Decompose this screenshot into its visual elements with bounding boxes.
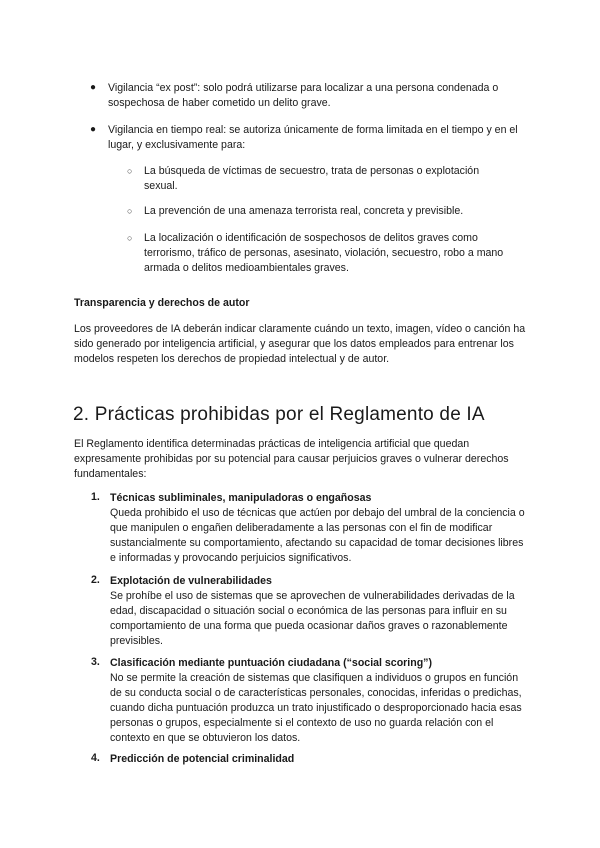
list-number: 4.: [91, 752, 100, 764]
list-item-title: Técnicas subliminales, manipuladoras o engañosas: [110, 492, 372, 504]
transparency-body: Los proveedores de IA deberán indicar claramente cuándo un texto, imagen, vídeo o canción ha sido generado por inteligencia artificial, y asegurar que los datos empleados para entrenar los modelos respeten los derechos de propiedad intelectual y de autor.: [74, 323, 526, 365]
list-item: [110, 752, 530, 767]
hollow-bullet-icon: ○: [127, 233, 133, 243]
sub-bullet-item: La localización o identificación de sospechosos de delitos graves como terrorismo, tráfico de personas, asesinato, violación, secuestro, robo a mano armada o delitos medioambientales graves.: [144, 232, 504, 274]
section-intro: El Reglamento identifica determinadas prácticas de inteligencia artificial que quedan expresamente prohibidas por su potencial para causar perjuicios graves o vulnerar derechos fundamentales:: [74, 438, 509, 480]
list-item-title: Predicción de potencial criminalidad: [110, 753, 295, 765]
list-number: 2.: [91, 574, 100, 586]
bullet-item: Vigilancia “ex post”: solo podrá utilizarse para localizar a una persona condenada o sospechosa de haber cometido un delito grave.: [108, 82, 499, 109]
list-item-body: Queda prohibido el uso de técnicas que actúen por debajo del umbral de la conciencia o que manipulen o engañen deliberadamente a las personas con el fin de modificar sustancialmente su comportamiento, afectando su capacidad de tomar decisiones libres e informadas y provocando perjuicios significativos.: [110, 507, 525, 564]
list-item: [110, 656, 530, 746]
list-item: [110, 491, 530, 566]
sub-bullet-item: La búsqueda de víctimas de secuestro, trata de personas o explotación sexual.: [144, 165, 480, 192]
bullet-dot-icon: ●: [90, 124, 97, 135]
section-title: 2. Prácticas prohibidas por el Reglamento de IA: [73, 404, 485, 425]
list-item-title: Clasificación mediante puntuación ciudadana (“social scoring”): [110, 657, 432, 669]
list-item-title: Explotación de vulnerabilidades: [110, 575, 272, 587]
list-item-body: No se permite la creación de sistemas que clasifiquen a individuos o grupos en función de su conducta social o de características personales, conocidas, inferidas o predichas, cuando dicha puntuación produzca un trato injustificado o desproporcionado hacia esas personas o grupos, especialmente si el contexto de uso no guarda relación con el contexto en que se obtuvieron los datos.: [110, 672, 522, 744]
hollow-bullet-icon: ○: [127, 206, 133, 216]
bullet-item: Vigilancia en tiempo real: se autoriza únicamente de forma limitada en el tiempo y en el lugar, y exclusivamente para:: [108, 124, 518, 151]
bullet-dot-icon: ●: [90, 82, 97, 93]
sub-bullet-item: La prevención de una amenaza terrorista real, concreta y previsible.: [144, 205, 464, 217]
list-item-body: Se prohíbe el uso de sistemas que se aprovechen de vulnerabilidades derivadas de la edad, discapacidad o situación social o económica de las personas para influir en su comportamiento de una forma que pueda ocasionar daños graves o razonablemente previsibles.: [110, 590, 515, 647]
list-number: 3.: [91, 656, 100, 668]
list-number: 1.: [91, 491, 100, 503]
hollow-bullet-icon: ○: [127, 166, 133, 176]
list-item: [110, 574, 530, 649]
transparency-heading: Transparencia y derechos de autor: [74, 297, 250, 309]
